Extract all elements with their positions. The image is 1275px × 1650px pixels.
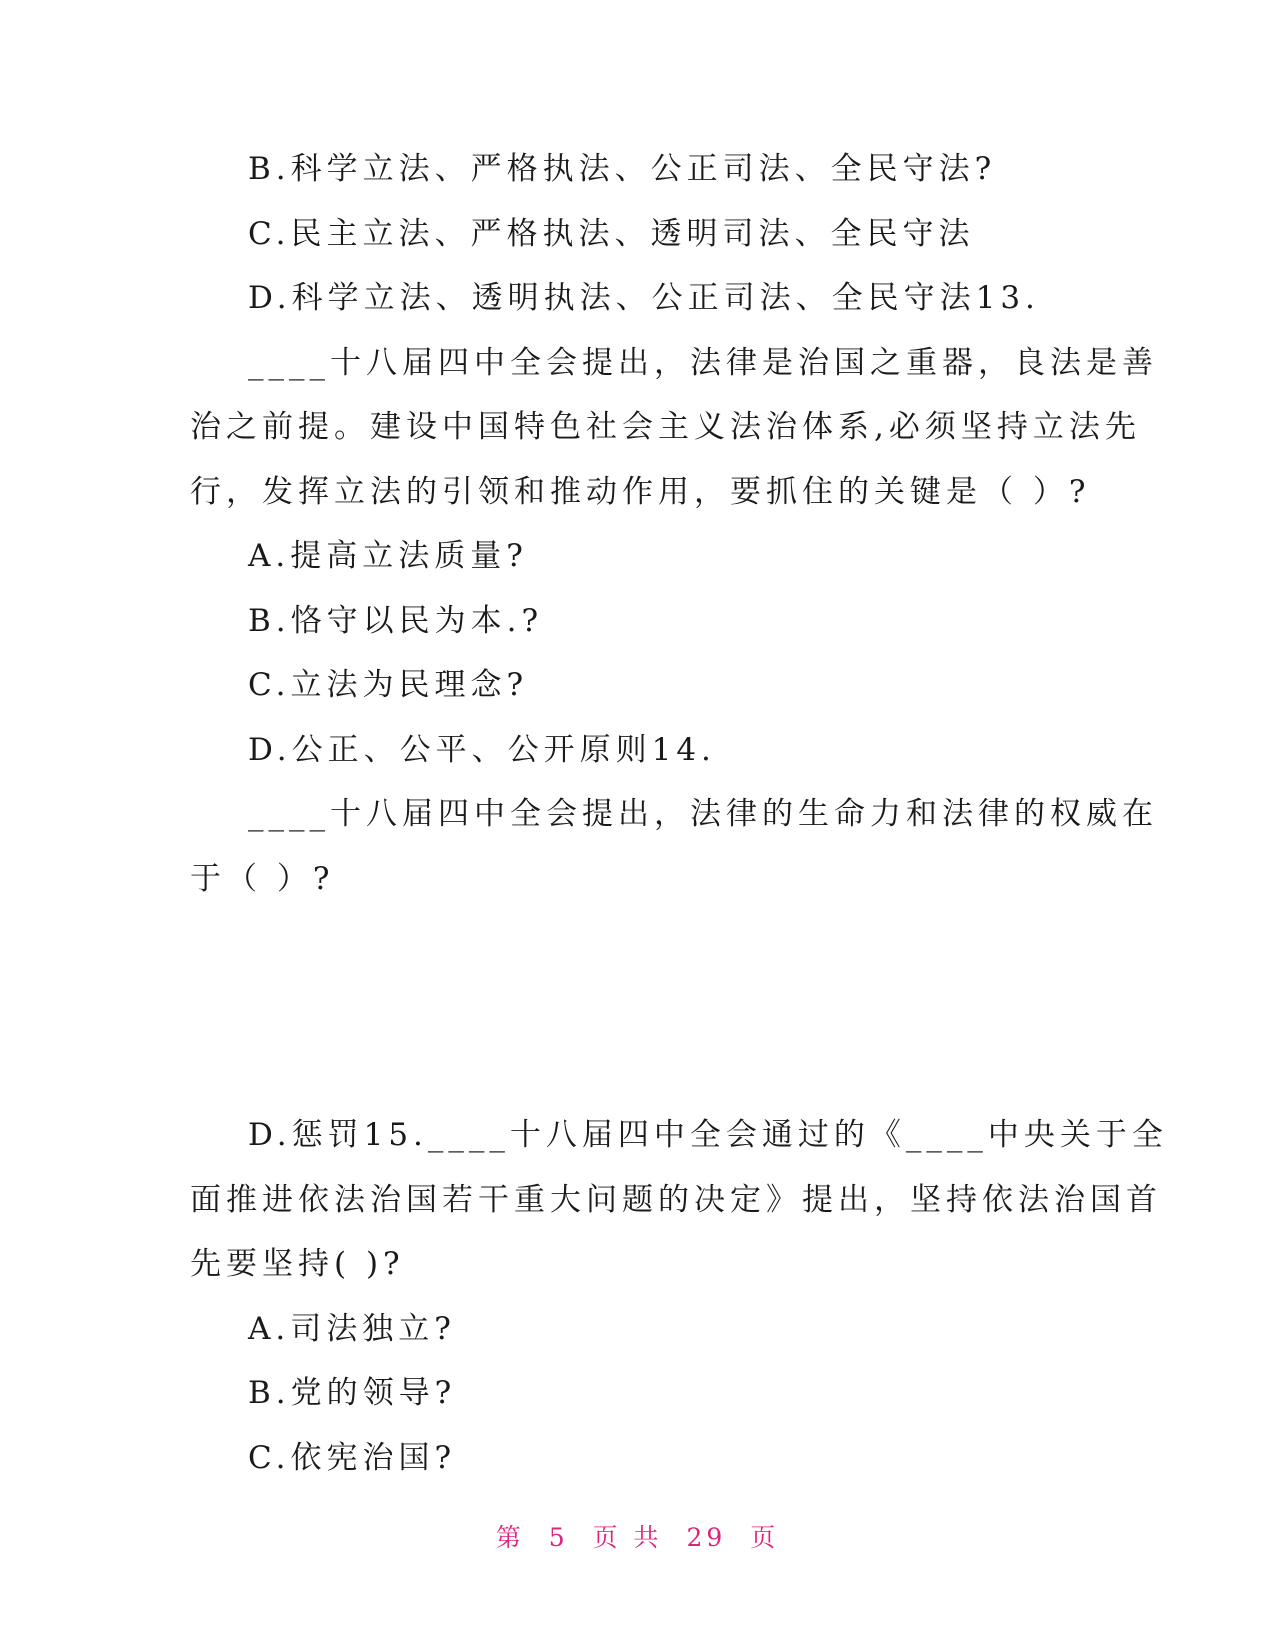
- option-c-q12: C.民主立法、严格执法、透明司法、全民守法: [248, 215, 975, 252]
- footer-page-number: 5: [548, 1523, 569, 1552]
- option-b-q12: B.科学立法、严格执法、公正司法、全民守法?: [248, 151, 997, 187]
- footer-suffix: 页: [750, 1523, 780, 1552]
- question-13-line-3: 行，发挥立法的引领和推动作用，要抓住的关键是（ ）?: [190, 473, 1091, 510]
- question-13-line-1: ____十八届四中全会提出，法律是治国之重器，良法是善: [248, 344, 1158, 381]
- option-d-q13: D.公正、公平、公开原则14.: [248, 731, 716, 768]
- question-15-line-1: D.惩罚15.____十八届四中全会通过的《____中央关于全: [248, 1117, 1168, 1153]
- option-b-q13: B.恪守以民为本.?: [248, 602, 544, 639]
- footer-middle: 页 共: [592, 1523, 663, 1552]
- question-13-line-2: 治之前提。建设中国特色社会主义法治体系,必须坚持立法先: [190, 409, 1141, 445]
- option-a-q13: A.提高立法质量?: [248, 538, 528, 574]
- page-footer: [0, 1518, 1275, 1554]
- blank-gap: [190, 911, 1090, 1103]
- footer-total-pages: 29: [686, 1523, 727, 1552]
- footer-prefix: 第: [495, 1523, 525, 1552]
- question-14-line-1: ____十八届四中全会提出，法律的生命力和法律的权威在: [248, 796, 1158, 832]
- document-body: [190, 137, 1168, 1490]
- question-15-line-3: 先要坚持( )?: [190, 1246, 405, 1282]
- option-d-q12: D.科学立法、透明执法、公正司法、全民守法13.: [248, 280, 1040, 316]
- option-b-q15: B.党的领导?: [248, 1375, 457, 1411]
- question-14-line-2: 于（ ）?: [190, 860, 335, 897]
- option-a-q15: A.司法独立?: [248, 1310, 456, 1347]
- question-15-line-2: 面推进依法治国若干重大问题的决定》提出，坚持依法治国首: [190, 1181, 1162, 1218]
- option-c-q15: C.依宪治国?: [248, 1439, 457, 1476]
- option-c-q13: C.立法为民理念?: [248, 667, 529, 703]
